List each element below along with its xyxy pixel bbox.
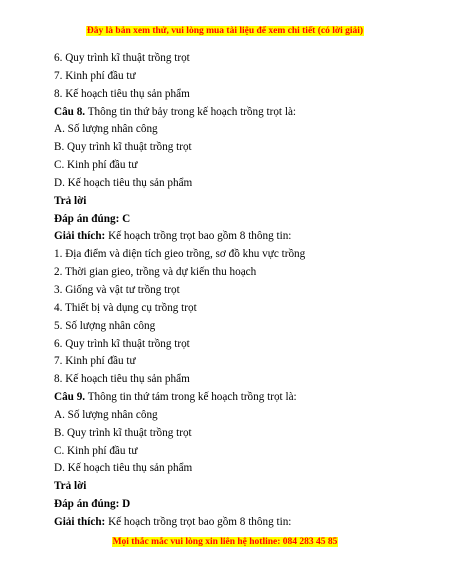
line-text: 7. Kinh phí đầu tư <box>54 69 136 82</box>
line-text: 6. Quy trình kĩ thuật trồng trọt <box>54 337 190 350</box>
text-line <box>54 50 414 68</box>
line-text: D. Kế hoạch tiêu thụ sản phẩm <box>54 462 193 475</box>
bold-label: Giải thích: <box>54 230 106 243</box>
line-text: 3. Giống và vật tư trồng trọt <box>54 283 180 296</box>
text-line <box>54 121 414 139</box>
text-line <box>54 139 414 157</box>
bold-label: Giải thích: <box>54 515 106 528</box>
text-line <box>54 211 414 229</box>
text-line <box>54 104 414 122</box>
bold-label: Câu 9. <box>54 391 86 404</box>
bold-label: Câu 8. <box>54 105 86 118</box>
text-line <box>54 175 414 193</box>
text-line <box>54 246 414 264</box>
line-text: Kế hoạch trồng trọt bao gồm 8 thông tin: <box>105 515 292 528</box>
bold-label: Đáp án đúng: C <box>54 212 131 225</box>
text-line <box>54 300 414 318</box>
text-line <box>54 336 414 354</box>
text-line <box>54 282 414 300</box>
line-text: 8. Kế hoạch tiêu thụ sản phẩm <box>54 373 190 386</box>
line-text: B. Quy trình kĩ thuật trồng trọt <box>54 426 192 439</box>
line-text: B. Quy trình kĩ thuật trồng trọt <box>54 141 192 154</box>
line-text: 1. Địa điểm và diện tích gieo trồng, sơ đồ khu vực trồng <box>54 248 306 261</box>
text-line <box>54 228 414 246</box>
text-line <box>54 86 414 104</box>
text-line <box>54 68 414 86</box>
bold-label: Đáp án đúng: D <box>54 498 131 511</box>
bold-label: Trả lời <box>54 480 87 493</box>
text-line <box>54 443 414 461</box>
line-text: 7. Kinh phí đầu tư <box>54 355 136 368</box>
hotline-notice-banner <box>0 537 450 547</box>
line-text: 4. Thiết bị và dụng cụ trồng trọt <box>54 301 197 314</box>
text-line <box>54 157 414 175</box>
text-line <box>54 318 414 336</box>
text-line <box>54 478 414 496</box>
line-text: A. Số lượng nhân công <box>54 408 158 421</box>
line-text: Thông tin thứ bảy trong kế hoạch trồng trọt là: <box>85 105 297 118</box>
text-line <box>54 193 414 211</box>
text-line <box>54 496 414 514</box>
text-line <box>54 353 414 371</box>
line-text: 5. Số lượng nhân công <box>54 319 156 332</box>
line-text: 6. Quy trình kĩ thuật trồng trọt <box>54 52 190 64</box>
line-text: A. Số lượng nhân công <box>54 123 158 136</box>
preview-notice-text: Đây là bản xem thử, vui lòng mua tài liệu để xem chi tiết (có lời giải) <box>86 26 364 36</box>
line-text: 2. Thời gian gieo, trồng và dự kiến thu hoạch <box>54 266 257 279</box>
line-text: C. Kinh phí đầu tư <box>54 444 138 457</box>
document-body <box>54 50 414 532</box>
line-text: Thông tin thứ tám trong kế hoạch trồng trọt là: <box>85 391 297 404</box>
preview-notice-banner <box>0 26 450 36</box>
line-text: D. Kế hoạch tiêu thụ sản phẩm <box>54 176 193 189</box>
text-line <box>54 389 414 407</box>
line-text: Kế hoạch trồng trọt bao gồm 8 thông tin: <box>105 230 292 243</box>
text-line <box>54 264 414 282</box>
text-line <box>54 371 414 389</box>
text-line <box>54 425 414 443</box>
text-line <box>54 460 414 478</box>
bold-label: Trả lời <box>54 194 87 207</box>
line-text: C. Kinh phí đầu tư <box>54 159 138 172</box>
hotline-notice-text: Mọi thắc mắc vui lòng xin liên hệ hotline: 084 283 45 85 <box>112 537 338 547</box>
line-text: 8. Kế hoạch tiêu thụ sản phẩm <box>54 87 190 100</box>
text-line <box>54 407 414 425</box>
text-line <box>54 514 414 532</box>
